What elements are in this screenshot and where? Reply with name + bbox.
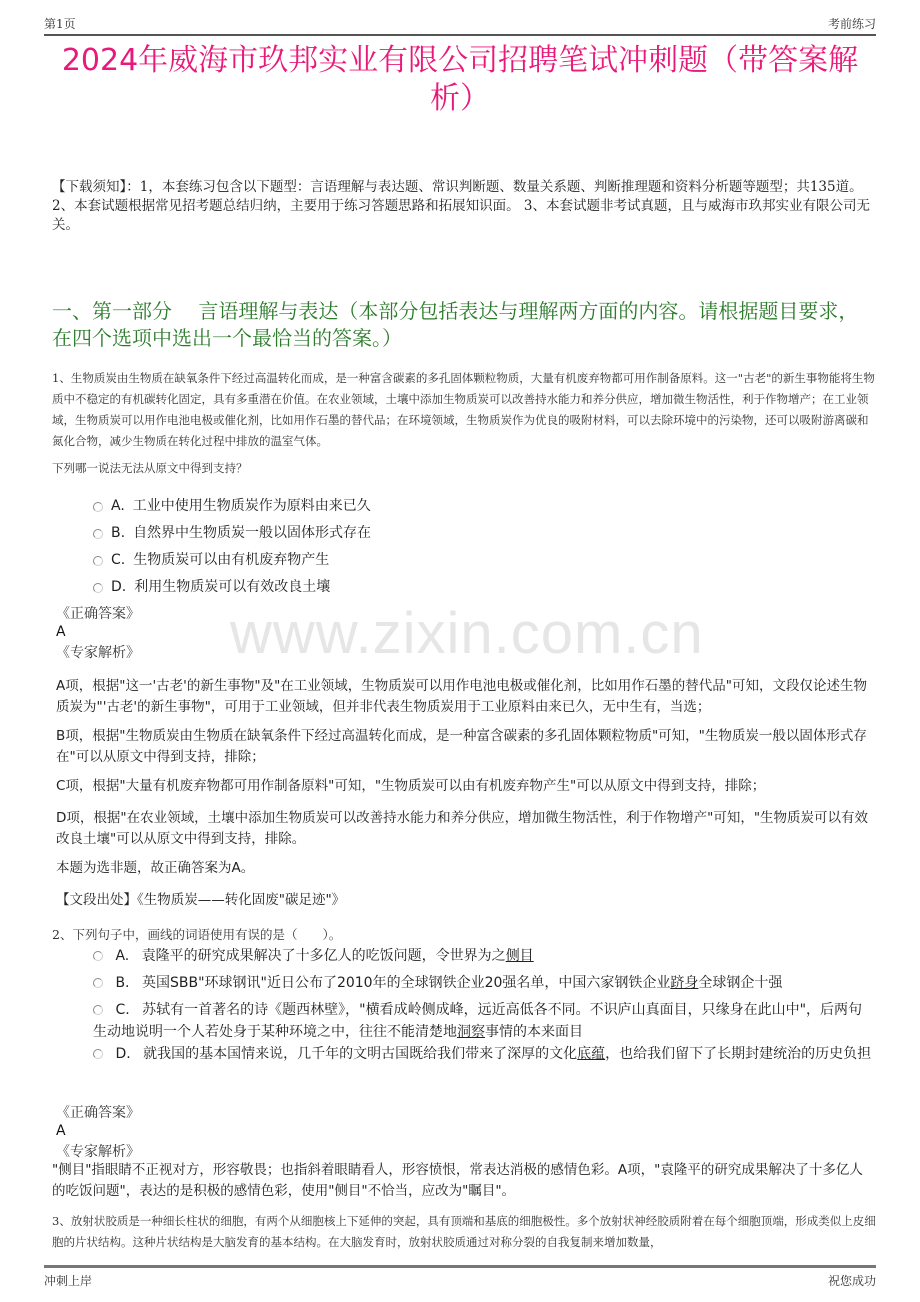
q1-source: 【文段出处】《生物质炭——转化固废"碳足迹"》 [56, 892, 346, 908]
document-title: 2024年威海市玖邦实业有限公司招聘笔试冲刺题（带答案解析） [61, 43, 859, 116]
q1-question: 下列哪一说法无法从原文中得到支持？ [52, 461, 248, 475]
q2-answer-label: 《正确答案》 [56, 1105, 140, 1121]
q1-analysis-label: 《专家解析》 [56, 645, 140, 661]
underlined-word: 洞察 [457, 1024, 485, 1040]
q1-answer: A [56, 624, 66, 640]
q2-analysis: "侧目"指眼睛不正视对方，形容敬畏；也指斜着眼睛看人，形容愤恨，常表达消极的感情色彩。A项，"袁隆平的研究成果解决了十多亿人的吃饭问题"，表达的是积极的感情色彩，使用"侧目"不恰当，应改为"瞩目"。 [52, 1162, 863, 1199]
q2-question: 2、下列句子中，画线的词语使用有误的是（ ）。 [52, 927, 342, 942]
q2-option-d[interactable]: D. 就我国的基本国情来说，几千年的文明古国既给我们带来了深厚的文化底蕴，也给我们留下了长期封建统治的历史负担 [93, 1043, 876, 1065]
radio-icon[interactable] [93, 1049, 103, 1059]
header-tag: 考前练习 [827, 17, 876, 31]
q1-passage: 1、生物质炭由生物质在缺氧条件下经过高温转化而成，是一种富含碳素的多孔固体颗粒物质，大量有机废弃物都可用作制备原料。这一"古老"的新生事物能将生物质中不稳定的有机碳转化固定，具有多重潜在价值。在农业领域，土壤中添加生物质炭可以改善持水能力和养分供应，增加微生物活性，利于作物增产；在工业领域，生物质炭可以用作电池电极或催化剂，比如用作石墨的替代品；在环境领域，生物质炭作为优良的吸附材料，可以去除环境中的污染物，还可以吸附游离碳和氮化合物，减少生物质在转化过程中排放的温室气体。 [52, 371, 875, 448]
page-number: 第1页 [44, 17, 76, 31]
underlined-word: 侧目 [505, 948, 534, 964]
q1-analysis-c: C项，根据"大量有机废弃物都可用作制备原料"可知，"生物质炭可以由有机废弃物产生"可以从原文中得到支持，排除； [56, 778, 766, 794]
radio-icon[interactable] [93, 556, 103, 566]
watermark: www.zixin.com.cn [230, 601, 704, 666]
q2-option-c[interactable]: C. 苏轼有一首著名的诗《题西林壁》，"横看成岭侧成峰，远近高低各不同。不识庐山真面目，只缘身在此山中"，后两句生动地说明一个人若处身于某种环境之中，往往不能清楚地洞察事情的本来面目 [93, 1002, 863, 1040]
radio-icon[interactable] [93, 951, 103, 961]
q2-answer: A [56, 1123, 66, 1139]
radio-icon[interactable] [93, 583, 103, 593]
q1-analysis-b: B项，根据"生物质炭由生物质在缺氧条件下经过高温转化而成，是一种富含碳素的多孔固体颗粒物质"可知，"生物质炭一般以固体形式存在"可以从原文中得到支持，排除； [56, 728, 867, 765]
radio-icon[interactable] [93, 978, 103, 988]
underlined-word: 底蕴 [577, 1046, 606, 1062]
q2-option-b[interactable]: B. 英国SBB"环球钢讯"近日公布了2010年的全球钢铁企业20强名单，中国六家钢铁企业跻身全球钢企十强 [93, 972, 876, 994]
q2-option-a[interactable]: A. 袁隆平的研究成果解决了十多亿人的吃饭问题，令世界为之侧目 [93, 945, 876, 967]
q1-option-c[interactable]: C. 生物质炭可以由有机废弃物产生 [93, 547, 876, 573]
q1-option-d[interactable]: D. 利用生物质炭可以有效改良土壤 [93, 574, 876, 600]
download-notice: 【下载须知】：1，本套练习包含以下题型：言语理解与表达题、常识判断题、数量关系题、判断推理题和资料分析题等题型；共135道。 2、本套试题根据常见招考题总结归纳，主要用于练习答题思路和拓展知识面。 3、本套试题非考试真题，且与威海市玖邦实业有限公司无关。 [52, 179, 870, 233]
q1-option-a[interactable]: A. 工业中使用生物质炭作为原料由来已久 [93, 493, 876, 519]
page-header [44, 10, 876, 36]
q1-analysis-d: D项，根据"在农业领域，土壤中添加生物质炭可以改善持水能力和养分供应，增加微生物活性，利于作物增产"可知，"生物质炭可以有效改良土壤"可以从原文中得到支持，排除。 [56, 810, 869, 847]
q1-option-b[interactable]: B. 自然界中生物质炭一般以固体形式存在 [93, 520, 876, 546]
section-heading: 一、第一部分 言语理解与表达（本部分包括表达与理解两方面的内容。请根据题目要求，在四个选项中选出一个最恰当的答案。） [52, 299, 859, 350]
footer-left: 冲刺上岸 [44, 1274, 93, 1288]
radio-icon[interactable] [93, 502, 103, 512]
footer-right: 祝您成功 [827, 1274, 876, 1288]
underlined-word: 跻身 [670, 975, 699, 991]
q3-passage: 3、放射状胶质是一种细长柱状的细胞，有两个从细胞核上下延伸的突起，具有顶端和基底的细胞极性。多个放射状神经胶质附着在每个细胞顶端，形成类似上皮细胞的片状结构。这种片状结构是大脑发育的基本结构。在大脑发育时，放射状胶质通过对称分裂的自我复制来增加数量， [52, 1214, 876, 1249]
q2-analysis-label: 《专家解析》 [56, 1144, 140, 1160]
q1-answer-label: 《正确答案》 [56, 606, 140, 622]
q1-analysis-a: A项，根据"这一'古老'的新生事物"及"在工业领域，生物质炭可以用作电池电极或催化剂，比如用作石墨的替代品"可知，文段仅论述生物质炭为"'古老'的新生事物"，可用于工业领域，但并非代表生物质炭用于工业原料由来已久，无中生有，当选； [56, 678, 867, 715]
radio-icon[interactable] [93, 1005, 103, 1015]
page-footer [44, 1265, 876, 1294]
q1-conclusion: 本题为选非题，故正确答案为A。 [56, 860, 255, 876]
radio-icon[interactable] [93, 529, 103, 539]
